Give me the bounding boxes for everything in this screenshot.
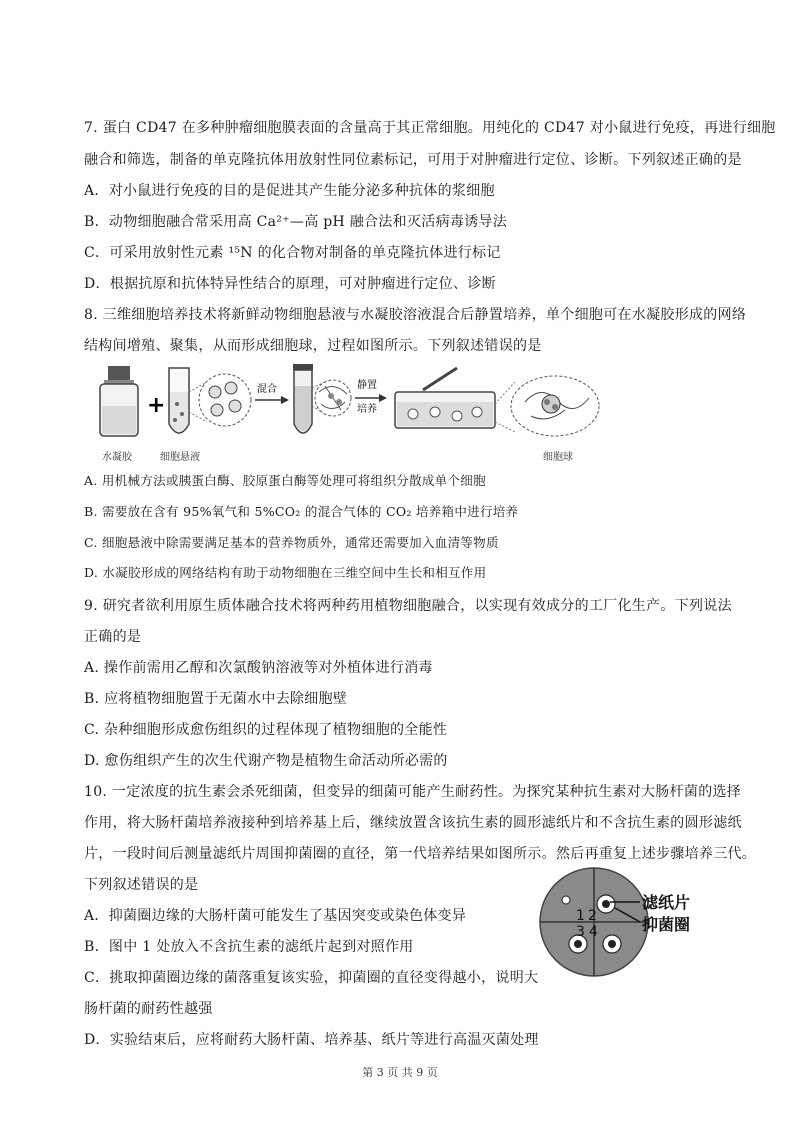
page-footer: 第 3 页 共 9 页 bbox=[362, 1066, 438, 1079]
q10-option-c-line2: 肠杆菌的耐药性越强 bbox=[84, 1001, 213, 1017]
zone-number-3: 3 bbox=[576, 924, 585, 940]
magnified-cells-icon bbox=[199, 374, 251, 426]
q9-option-b: B. 应将植物细胞置于无菌水中去除细胞壁 bbox=[84, 691, 348, 707]
q8-option-a: A. 用机械方法或胰蛋白酶、胶原蛋白酶等处理可将组织分散成单个细胞 bbox=[84, 473, 486, 488]
q7-option-c: C．可采用放射性元素 ¹⁵N 的化合物对制备的单克隆抗体进行标记 bbox=[84, 245, 501, 261]
q9-option-a: A. 操作前需用乙醇和次氯酸钠溶液等对外植体进行消毒 bbox=[84, 660, 433, 676]
static-label: 静置 bbox=[357, 380, 377, 391]
hydrogel-bottle-icon bbox=[100, 366, 138, 436]
filter-paper-label: 滤纸片 bbox=[642, 893, 691, 912]
q9-option-d: D. 愈伤组织产生的次生代谢产物是植物生命活动所必需的 bbox=[84, 753, 448, 769]
q8-figure bbox=[95, 362, 615, 462]
q7-stem-line2: 融合和筛选，制备的单克隆抗体用放射性同位素标记，可用于对肿瘤进行定位、诊断。下列叙述正确的是 bbox=[84, 152, 742, 168]
label-cell-suspension: 细胞悬液 bbox=[160, 452, 200, 463]
q10-figure bbox=[532, 866, 712, 986]
q7-option-b: B．动物细胞融合常采用高 Ca²⁺—高 pH 融合法和灭活病毒诱导法 bbox=[84, 214, 508, 230]
q7-option-d: D．根据抗原和抗体特异性结合的原理，可对肿瘤进行定位、诊断 bbox=[84, 276, 496, 292]
q7-option-a: A．对小鼠进行免疫的目的是促进其产生能分泌多种抗体的浆细胞 bbox=[84, 183, 495, 199]
q10-option-b: B．图中 1 处放入不含抗生素的滤纸片起到对照作用 bbox=[84, 939, 414, 955]
q9-stem-line1: 9. 研究者欲利用原生质体融合技术将两种药用植物细胞融合，以实现有效成分的工厂化生产。下列说法 bbox=[84, 598, 732, 614]
q10-option-d: D．实验结束后，应将耐药大肠杆菌、培养基、纸片等进行高温灭菌处理 bbox=[84, 1032, 539, 1048]
q9-stem-line2: 正确的是 bbox=[84, 629, 142, 645]
q8-option-c: C. 细胞悬液中除需要满足基本的营养物质外，通常还需要加入血清等物质 bbox=[84, 535, 499, 550]
filter-disc-2-icon bbox=[597, 895, 615, 913]
q10-option-c-line1: C．挑取抑菌圈边缘的菌落重复该实验，抑菌圈的直径变得越小，说明大 bbox=[84, 970, 539, 986]
filter-disc-4-icon bbox=[603, 935, 621, 953]
zone-number-2: 2 bbox=[588, 908, 597, 924]
spheroid-magnified-icon bbox=[511, 376, 599, 436]
mix-label: 混合 bbox=[257, 384, 277, 395]
q10-stem-line2: 作用，将大肠杆菌培养液接种到培养基上后，继续放置含该抗生素的圆形滤纸片和不含抗生素的圆形滤纸 bbox=[84, 815, 742, 831]
culture-label: 培养 bbox=[357, 404, 377, 415]
inhibition-zone-label: 抑菌圈 bbox=[642, 915, 691, 934]
q8-option-b: B. 需要放在含有 95%氧气和 5%CO₂ 的混合气体的 CO₂ 培养箱中进行培养 bbox=[84, 504, 519, 519]
filter-disc-1-icon bbox=[562, 896, 570, 904]
q9-option-c: C. 杂种细胞形成愈伤组织的过程体现了植物细胞的全能性 bbox=[84, 722, 448, 738]
label-cell-spheroid: 细胞球 bbox=[543, 452, 573, 463]
q10-stem-line1: 10. 一定浓度的抗生素会杀死细菌，但变异的细菌可能产生耐药性。为探究某种抗生素对大肠杆菌的选择 bbox=[84, 784, 742, 800]
plus-sign: + bbox=[147, 393, 166, 418]
culture-dish-icon bbox=[395, 368, 515, 432]
zone-number-4: 4 bbox=[589, 924, 598, 940]
q8-stem-line2: 结构间增殖、聚集，从而形成细胞球，过程如图所示。下列叙述错误的是 bbox=[84, 338, 542, 354]
q10-stem-line4: 下列叙述错误的是 bbox=[84, 877, 199, 893]
label-hydrogel: 水凝胶 bbox=[102, 452, 132, 463]
q10-option-a: A．抑菌圈边缘的大肠杆菌可能发生了基因突变或染色体变异 bbox=[84, 908, 467, 924]
zone-number-1: 1 bbox=[576, 908, 585, 924]
q10-stem-line3: 片，一段时间后测量滤纸片周围抑菌圈的直径，第一代培养结果如图所示。然后再重复上述步骤培养三代。 bbox=[84, 846, 757, 862]
magnified-network-icon bbox=[315, 380, 351, 416]
q8-stem-line1: 8. 三维细胞培养技术将新鲜动物细胞悬液与水凝胶溶液混合后静置培养，单个细胞可在水凝胶形成的网络 bbox=[84, 307, 747, 323]
q8-option-d: D. 水凝胶形成的网络结构有助于动物细胞在三维空间中生长和相互作用 bbox=[84, 565, 487, 580]
q7-stem-line1: 7. 蛋白 CD47 在多种肿瘤细胞膜表面的含量高于其正常细胞。用纯化的 CD47 对小鼠进行免疫，再进行细胞 bbox=[84, 120, 776, 136]
